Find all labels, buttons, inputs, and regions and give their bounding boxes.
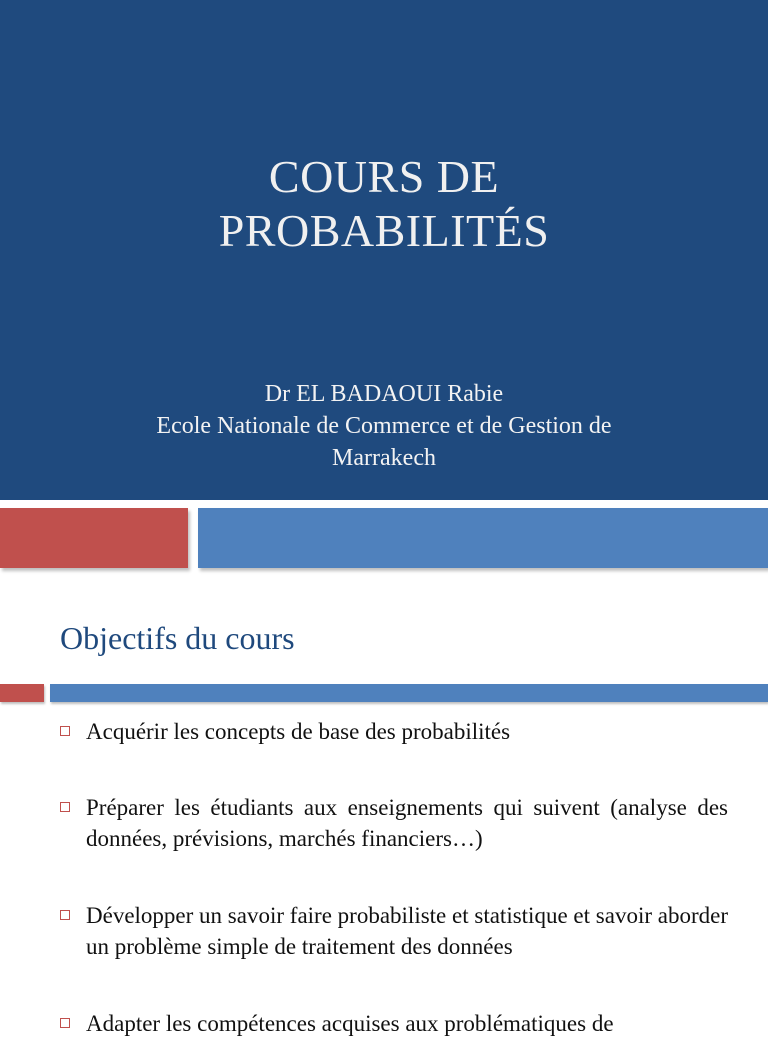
square-bullet-icon	[60, 802, 70, 812]
list-item	[60, 792, 728, 854]
square-bullet-icon	[60, 910, 70, 920]
title-line-1: COURS DE	[268, 151, 500, 202]
author-name: Dr EL BADAOUI Rabie	[264, 381, 504, 407]
slide-subtitle	[0, 378, 768, 474]
list-item-text: Développer un savoir faire probabiliste et statistique et savoir aborder un problème simple de traitement des données	[86, 903, 728, 959]
slide-title	[0, 150, 768, 258]
section-heading: Objectifs du cours	[60, 620, 295, 656]
title-line-2: PROBABILITÉS	[218, 205, 550, 256]
square-bullet-icon	[60, 1018, 70, 1028]
list-item-text: Acquérir les concepts de base des probabilités	[86, 719, 511, 744]
blue-accent-block	[198, 508, 768, 568]
list-item	[60, 716, 728, 747]
title-slide	[0, 0, 768, 500]
list-item-text: Adapter les compétences acquises aux problématiques de	[86, 1011, 614, 1036]
red-divider-block	[0, 684, 44, 702]
square-bullet-icon	[60, 726, 70, 736]
institution-line-2: Marrakech	[332, 445, 436, 471]
list-item	[60, 900, 728, 962]
blue-divider-bar	[50, 684, 768, 702]
list-item-text: Préparer les étudiants aux enseignements qui suivent (analyse des données, prévisions, marchés financiers…)	[86, 795, 728, 851]
red-accent-block	[0, 508, 188, 568]
institution-line-1: Ecole Nationale de Commerce et de Gestion de	[156, 413, 612, 439]
